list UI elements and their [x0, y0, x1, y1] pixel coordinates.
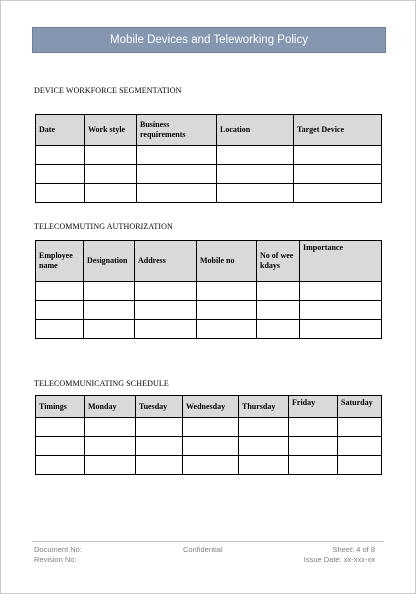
footer-divider — [32, 541, 384, 542]
table-cell[interactable] — [85, 437, 136, 456]
section-title-device-workforce: DEVICE WORKFORCE SEGMENTATION — [34, 86, 182, 95]
table-cell[interactable] — [85, 165, 137, 184]
column-header-saturday: Saturday — [338, 396, 382, 418]
column-header-date: Date — [36, 115, 85, 146]
table-row — [36, 165, 382, 184]
table-cell[interactable] — [137, 184, 217, 203]
column-header-mobile-no: Mobile no — [197, 241, 257, 282]
table-cell[interactable] — [84, 301, 135, 320]
table-cell[interactable] — [197, 282, 257, 301]
table-cell[interactable] — [338, 456, 382, 475]
table-cell[interactable] — [36, 282, 84, 301]
column-header-business-requirements: Business requirements — [137, 115, 217, 146]
table-cell[interactable] — [135, 301, 197, 320]
table-cell[interactable] — [85, 146, 137, 165]
table-row — [36, 418, 382, 437]
table-cell[interactable] — [84, 320, 135, 339]
table-row — [36, 184, 382, 203]
table-cell[interactable] — [136, 437, 183, 456]
table-cell[interactable] — [183, 456, 239, 475]
section-title-telecommuting-authorization: TELECOMMUTING AUTHORIZATION — [34, 222, 173, 231]
footer-sheet-number: Sheet: 4 of 8 — [332, 545, 375, 554]
table-row — [36, 437, 382, 456]
table-cell[interactable] — [135, 282, 197, 301]
table-cell[interactable] — [84, 282, 135, 301]
table-cell[interactable] — [197, 320, 257, 339]
table-cell[interactable] — [289, 456, 338, 475]
table-cell[interactable] — [217, 165, 294, 184]
table-cell[interactable] — [239, 418, 289, 437]
table-cell[interactable] — [36, 418, 85, 437]
table-cell[interactable] — [36, 301, 84, 320]
table-cell[interactable] — [257, 282, 300, 301]
table-cell[interactable] — [36, 146, 85, 165]
table-cell[interactable] — [85, 184, 137, 203]
column-header-designation: Designation — [84, 241, 135, 282]
table-cell[interactable] — [36, 437, 85, 456]
table-cell[interactable] — [239, 456, 289, 475]
table-cell[interactable] — [217, 184, 294, 203]
footer-document-no: Document No: — [34, 545, 82, 554]
table-cell[interactable] — [137, 165, 217, 184]
column-header-address: Address — [135, 241, 197, 282]
column-header-work-style: Work style — [85, 115, 137, 146]
document-title: Mobile Devices and Teleworking Policy — [110, 34, 308, 46]
table-cell[interactable] — [197, 301, 257, 320]
table-cell[interactable] — [338, 418, 382, 437]
column-header-thursday: Thursday — [239, 396, 289, 418]
column-header-timings: Timings — [36, 396, 85, 418]
table-cell[interactable] — [135, 320, 197, 339]
table-header-row — [36, 241, 382, 282]
table-cell[interactable] — [36, 165, 85, 184]
table-cell[interactable] — [136, 456, 183, 475]
table-cell[interactable] — [36, 456, 85, 475]
table-cell[interactable] — [85, 418, 136, 437]
table-cell[interactable] — [300, 301, 382, 320]
column-header-no-of-weekdays: No of weekdays — [257, 241, 300, 282]
telecommunicating-schedule-table — [35, 395, 382, 475]
table-cell[interactable] — [257, 301, 300, 320]
table-header-row — [36, 115, 382, 146]
column-header-friday: Friday — [289, 396, 338, 418]
table-cell[interactable] — [257, 320, 300, 339]
table-row — [36, 301, 382, 320]
table-row — [36, 320, 382, 339]
table-cell[interactable] — [36, 184, 85, 203]
table-row — [36, 282, 382, 301]
table-cell[interactable] — [36, 320, 84, 339]
table-cell[interactable] — [294, 146, 382, 165]
table-cell[interactable] — [217, 146, 294, 165]
document-title-banner — [32, 27, 386, 53]
table-cell[interactable] — [85, 456, 136, 475]
table-cell[interactable] — [137, 146, 217, 165]
column-header-location: Location — [217, 115, 294, 146]
column-header-monday: Monday — [85, 396, 136, 418]
table-cell[interactable] — [136, 418, 183, 437]
table-cell[interactable] — [239, 437, 289, 456]
telecommuting-authorization-table — [35, 240, 382, 339]
table-row — [36, 146, 382, 165]
device-workforce-table — [35, 114, 382, 203]
column-header-wednesday: Wednesday — [183, 396, 239, 418]
table-row — [36, 456, 382, 475]
table-cell[interactable] — [338, 437, 382, 456]
column-header-target-device: Target Device — [294, 115, 382, 146]
footer-issue-date: Issue Date: xx-xxx-xx — [303, 555, 375, 564]
table-cell[interactable] — [289, 437, 338, 456]
column-header-employee-name: Employee name — [36, 241, 84, 282]
table-cell[interactable] — [289, 418, 338, 437]
column-header-tuesday: Tuesday — [136, 396, 183, 418]
table-cell[interactable] — [183, 437, 239, 456]
table-cell[interactable] — [294, 165, 382, 184]
table-cell[interactable] — [183, 418, 239, 437]
table-cell[interactable] — [300, 320, 382, 339]
table-cell[interactable] — [300, 282, 382, 301]
table-header-row — [36, 396, 382, 418]
column-header-importance: Importance — [300, 241, 382, 282]
footer-revision-no: Revision No: — [34, 555, 77, 564]
section-title-telecommunicating-schedule: TELECOMMUNICATING SCHEDULE — [34, 379, 169, 388]
table-cell[interactable] — [294, 184, 382, 203]
footer-classification: Confidential — [183, 545, 223, 554]
